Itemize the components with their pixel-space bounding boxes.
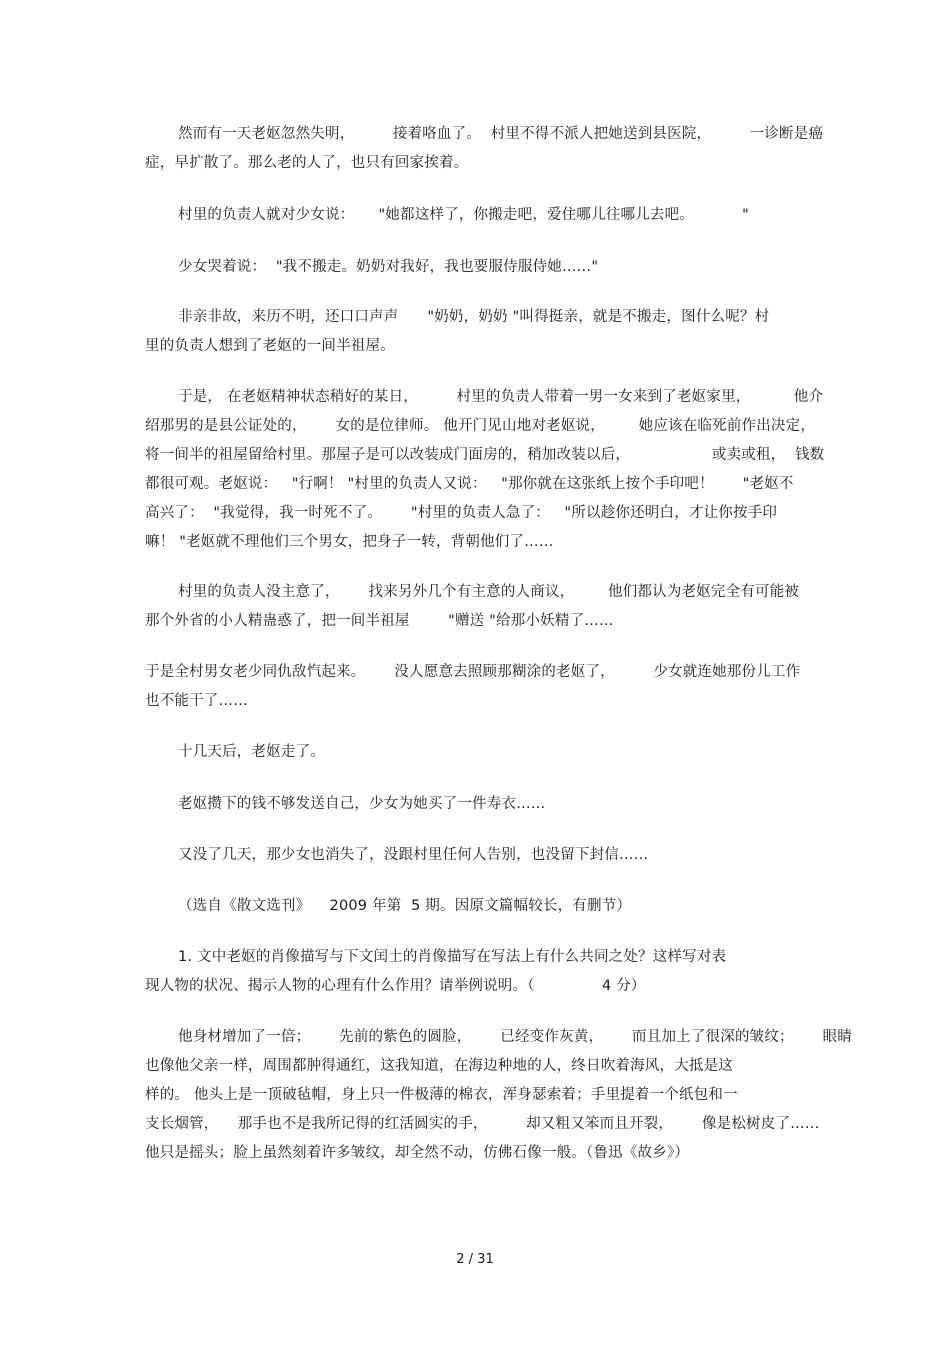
body-text-line: 也不能干了…… [145,693,248,709]
body-text-line: 里的负责人想到了老妪的一间半祖屋。 [145,338,395,354]
body-text-line: 非亲非故，来历不明，还口口声声 "奶奶，奶奶 "叫得挺亲，就是不搬走，图什么呢？村 [178,309,770,325]
body-text-line: 少女哭着说： "我不搬走。奶奶对我好，我也要服侍服侍她……" [178,259,599,275]
quoted-passage-line: 样的。 他头上是一顶破毡帽，身上只一件极薄的棉衣，浑身瑟索着；手里提着一个纸包和一 [145,1087,738,1103]
quoted-passage-line: 他身材增加了一倍； 先前的紫色的圆脸， 已经变作灰黄， 而且加上了很深的皱纹； 眼睛 [178,1029,853,1045]
body-text-line: 又没了几天，那少女也消失了，没跟村里任何人告别，也没留下封信…… [178,847,649,863]
quoted-passage-line: 支长烟管， 那手也不是我所记得的红活圆实的手， 却又粗又笨而且开裂， 像是松树皮了…… [145,1116,820,1132]
body-text-line: 于是全村男女老少同仇敌忾起来。 没人愿意去照顾那糊涂的老妪了， 少女就连她那份儿工作 [145,664,801,680]
body-text-line: 老妪攒下的钱不够发送自己，少女为她买了一件寿衣…… [178,796,546,812]
question-text: 1. 文中老妪的肖像描写与下文闰土的肖像描写在写法上有什么共同之处？这样写对表 [178,949,727,965]
body-text-line: 高兴了： "我觉得，我一时死不了。 "村里的负责人急了： "所以趁你还明白，才让你按手印 [145,505,778,521]
body-text-line: 将一间半的祖屋留给村里。那屋子是可以改装成门面房的，稍加改装以后， 或卖或租， 钱数 [145,447,825,463]
body-text-line: 村里的负责人就对少女说： "她都这样了，你搬走吧，爱住哪儿往哪儿去吧。 " [178,207,749,223]
body-text-line: 村里的负责人没主意了， 找来另外几个有主意的人商议， 他们都认为老妪完全有可能被 [178,584,800,600]
quoted-passage-line: 他只是摇头；脸上虽然刻着许多皱纹，却全然不动，仿佛石像一般。（鲁迅《故乡》） [145,1145,690,1161]
body-text-line: 绍那男的是县公证处的， 女的是位律师。 他开门见山地对老妪说， 她应该在临死前作出决定， [145,418,816,434]
question-text: 现人物的状况、揭示人物的心理有什么作用？请举例说明。（ 4 分） [145,978,646,994]
body-text-line: 嘛！ "老妪就不理他们三个男女，把身子一转，背朝他们了…… [145,534,554,550]
source-note: （选自《散文选刊》 2009 年第 5 期。因原文篇幅较长，有删节） [178,898,632,914]
body-text-line: 那个外省的小人精蛊惑了，把一间半祖屋 "赠送 "给那小妖精了…… [145,613,614,629]
body-text-line: 都很可观。老妪说： "行啊！ "村里的负责人又说： "那你就在这张纸上按个手印吧！ "老妪不 [145,476,794,492]
body-text-line: 然而有一天老妪忽然失明， 接着咯血了。 村里不得不派人把她送到县医院， 一诊断是癌 [178,126,824,142]
quoted-passage-line: 也像他父亲一样，周围都肿得通红，这我知道，在海边种地的人，终日吹着海风，大抵是这 [145,1058,733,1074]
body-text-line: 于是， 在老妪精神状态稍好的某日， 村里的负责人带着一男一女来到了老妪家里， 他介 [178,389,824,405]
body-text-line: 十几天后，老妪走了。 [178,744,325,760]
body-text-line: 症，早扩散了。那么老的人了，也只有回家挨着。 [145,155,469,171]
page-number: 2 / 31 [456,1252,494,1267]
